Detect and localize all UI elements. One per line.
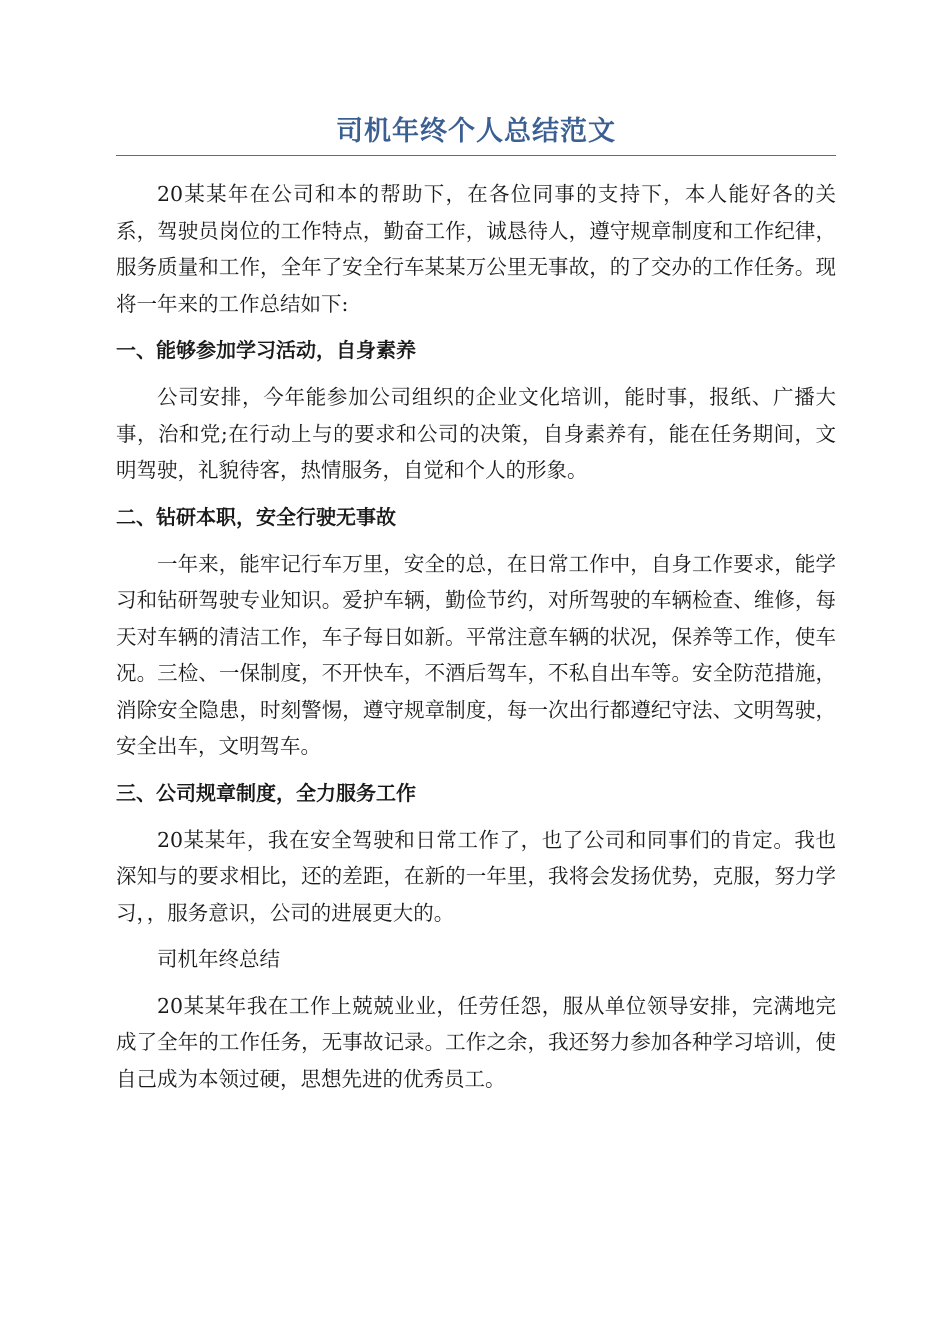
document-title: 司机年终个人总结范文 (116, 112, 836, 156)
document-page (116, 112, 836, 1107)
section-heading-2: 二、钻研本职，安全行驶无事故 (116, 504, 396, 529)
subtitle-paragraph: 司机年终总结 (157, 947, 280, 971)
section-heading-3: 三、公司规章制度，全力服务工作 (116, 780, 416, 805)
section-3-paragraph: 20某某年，我在安全驾驶和日常工作了，也了公司和同事们的肯定。我也深知与的要求相比，还的差距，在新的一年里，我将会发扬优势，克服，努力学习，，服务意识，公司的进展更大的。 (116, 827, 836, 925)
intro-paragraph: 20某某年在公司和本的帮助下，在各位同事的支持下，本人能好各的关系，驾驶员岗位的工作特点，勤奋工作，诚恳待人，遵守规章制度和工作纪律，服务质量和工作，全年了安全行车某某万公里无事故，的了交办的工作任务。现将一年来的工作总结如下: (116, 182, 836, 316)
closing-paragraph: 20某某年我在工作上兢兢业业，任劳任怨，服从单位领导安排，完满地完成了全年的工作任务，无事故记录。工作之余，我还努力参加各种学习培训，使自己成为本领过硬，思想先进的优秀员工。 (116, 993, 836, 1091)
section-2-paragraph: 一年来，能牢记行车万里，安全的总，在日常工作中，自身工作要求，能学习和钻研驾驶专业知识。爱护车辆，勤俭节约，对所驾驶的车辆检查、维修，每天对车辆的清洁工作，车子每日如新。平常注意车辆的状况，保养等工作，使车况。三检、一保制度，不开快车，不酒后驾车，不私自出车等。安全防范措施，消除安全隐患，时刻警惕，遵守规章制度，每一次出行都遵纪守法、文明驾驶，安全出车，文明驾车。 (116, 551, 836, 758)
document-body (116, 176, 836, 1097)
section-1-paragraph: 公司安排，今年能参加公司组织的企业文化培训，能时事，报纸、广播大事，治和党;在行动上与的要求和公司的决策，自身素养有，能在任务期间，文明驾驶，礼貌待客，热情服务，自觉和个人的形象。 (116, 385, 836, 482)
section-heading-1: 一、能够参加学习活动，自身素养 (116, 338, 416, 362)
